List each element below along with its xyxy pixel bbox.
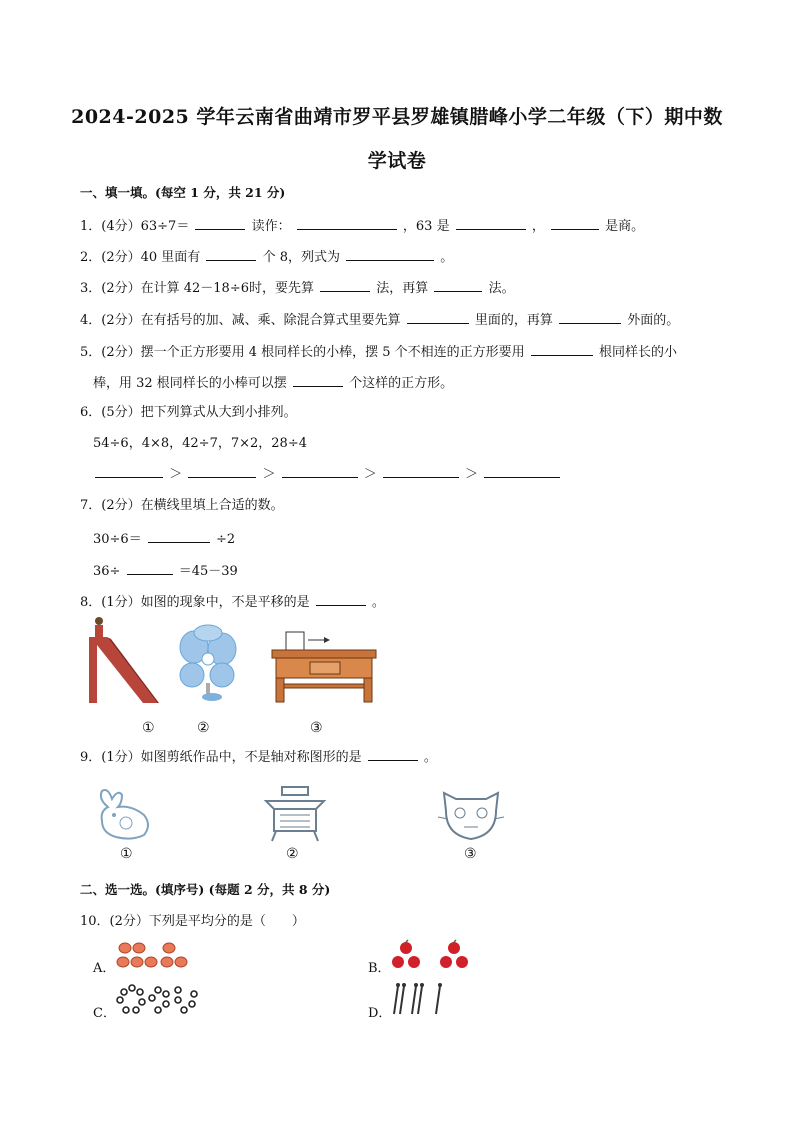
q9-label-1: ①	[120, 846, 133, 862]
exam-title-line-2: 学试卷	[367, 150, 427, 172]
question-10: 10．(2分）下列是平均分的是（ ）	[80, 914, 305, 929]
q6-expressions: 54÷6，4×8，42÷7，7×2，28÷4	[93, 436, 307, 451]
q9-blank[interactable]	[368, 746, 418, 761]
q5-text-a: 5．(2分）摆一个正方形要用 4 根同样长的小棒，摆 5 个不相连的正方形要用	[80, 345, 525, 360]
q2-blank-2[interactable]	[346, 246, 434, 261]
q7-blank-2[interactable]	[127, 560, 173, 575]
question-6: 6．(5分）把下列算式从大到小排列。	[80, 405, 297, 420]
question-5-line-1	[80, 341, 677, 363]
q1-blank-4[interactable]	[551, 215, 599, 230]
question-4	[80, 309, 679, 331]
q5-text-b: 根同样长的小	[598, 345, 677, 360]
question-5-line-2	[93, 372, 453, 394]
q1-text-e: 是商。	[605, 219, 645, 234]
q4-blank-1[interactable]	[407, 309, 469, 324]
q7-eq1-right: ÷2	[216, 532, 236, 547]
q8-blank[interactable]	[316, 591, 366, 606]
q1-blank-2[interactable]	[297, 215, 397, 230]
q6-ordering-blanks	[93, 463, 562, 485]
gt-sign: ＞	[465, 467, 479, 482]
q2-text-b: 个 8，列式为	[262, 250, 340, 265]
q2-blank-1[interactable]	[206, 246, 256, 261]
q6-blank-4[interactable]	[383, 463, 459, 478]
q5-blank-2[interactable]	[293, 372, 343, 387]
q3-text-c: 法。	[488, 281, 515, 296]
question-3	[80, 277, 515, 299]
q6-blank-1[interactable]	[95, 463, 163, 478]
section-1-heading: 一、填一填。(每空 1 分，共 21 分)	[80, 185, 286, 200]
question-8	[80, 591, 385, 613]
q3-text-a: 3．(2分）在计算 42－18÷6时，要先算	[80, 281, 314, 296]
q3-blank-1[interactable]	[320, 277, 370, 292]
q10-option-b-apples-image[interactable]	[390, 940, 480, 972]
q6-blank-3[interactable]	[282, 463, 358, 478]
q9-label-3: ③	[464, 846, 477, 862]
q9-text-a: 9．(1分）如图剪纸作品中，不是轴对称图形的是	[80, 750, 362, 765]
gt-sign: ＞	[262, 467, 276, 482]
q10-option-a-label: A．	[93, 961, 116, 976]
q6-blank-2[interactable]	[188, 463, 256, 478]
q1-text-c: ，63 是	[402, 219, 450, 234]
q5-blank-1[interactable]	[531, 341, 593, 356]
question-7: 7．(2分）在横线里填上合适的数。	[80, 498, 284, 513]
q3-text-b: 法，再算	[376, 281, 429, 296]
q7-blank-1[interactable]	[148, 528, 210, 543]
gt-sign: ＞	[363, 467, 377, 482]
q4-blank-2[interactable]	[559, 309, 621, 324]
section-2-heading: 二、选一选。(填序号) (每题 2 分，共 8 分)	[80, 882, 331, 897]
rabbit-papercut-image	[92, 785, 162, 845]
q5-text-d: 个这样的正方形。	[349, 376, 454, 391]
q10-option-d-sticks-image[interactable]	[390, 980, 450, 1016]
q7-eq2-right: ＝45－39	[178, 564, 238, 579]
q1-blank-1[interactable]	[195, 215, 245, 230]
tiger-papercut-image	[436, 785, 506, 845]
question-9	[80, 746, 437, 768]
q8-label-1: ①	[142, 720, 155, 736]
q6-blank-5[interactable]	[484, 463, 560, 478]
q10-option-c-label: C．	[93, 1006, 116, 1021]
q2-text-c: 。	[440, 250, 454, 265]
q7-eq2-left: 36÷	[93, 564, 121, 579]
q2-text-a: 2．(2分）40 里面有	[80, 250, 201, 265]
fan-image	[172, 625, 242, 705]
q7-equation-2	[93, 560, 238, 582]
gt-sign: ＞	[169, 467, 183, 482]
question-2	[80, 246, 453, 268]
exam-title-line-1: 2024-2025 学年云南省曲靖市罗平县罗雄镇腊峰小学二年级（下）期中数	[71, 106, 723, 128]
q9-text-b: 。	[423, 750, 437, 765]
q8-label-2: ②	[197, 720, 210, 736]
slide-image	[85, 615, 165, 705]
q10-option-c-bead-circles-image[interactable]	[116, 984, 206, 1018]
q7-eq1-left: 30÷6＝	[93, 532, 142, 547]
q8-text-b: 。	[371, 595, 385, 610]
q1-text-d: ，	[531, 219, 545, 234]
q5-text-c: 棒，用 32 根同样长的小棒可以摆	[93, 376, 287, 391]
q9-label-2: ②	[286, 846, 299, 862]
q8-label-3: ③	[310, 720, 323, 736]
q4-text-b: 里面的，再算	[474, 313, 553, 328]
desk-image	[270, 630, 380, 710]
q1-text-b: 读作：	[251, 219, 291, 234]
q10-option-b-label: B．	[368, 961, 391, 976]
q4-text-c: 外面的。	[627, 313, 680, 328]
q10-option-d-label: D．	[368, 1006, 392, 1021]
vessel-papercut-image	[260, 785, 330, 845]
question-1	[80, 215, 644, 237]
q8-text-a: 8．(1分）如图的现象中，不是平移的是	[80, 595, 310, 610]
q10-option-a-peaches-image[interactable]	[115, 940, 195, 970]
q3-blank-2[interactable]	[434, 277, 482, 292]
q1-blank-3[interactable]	[456, 215, 526, 230]
q1-text-a: 1．(4分）63÷7＝	[80, 219, 190, 234]
q7-equation-1	[93, 528, 235, 550]
q4-text-a: 4．(2分）在有括号的加、减、乘、除混合算式里要先算	[80, 313, 401, 328]
